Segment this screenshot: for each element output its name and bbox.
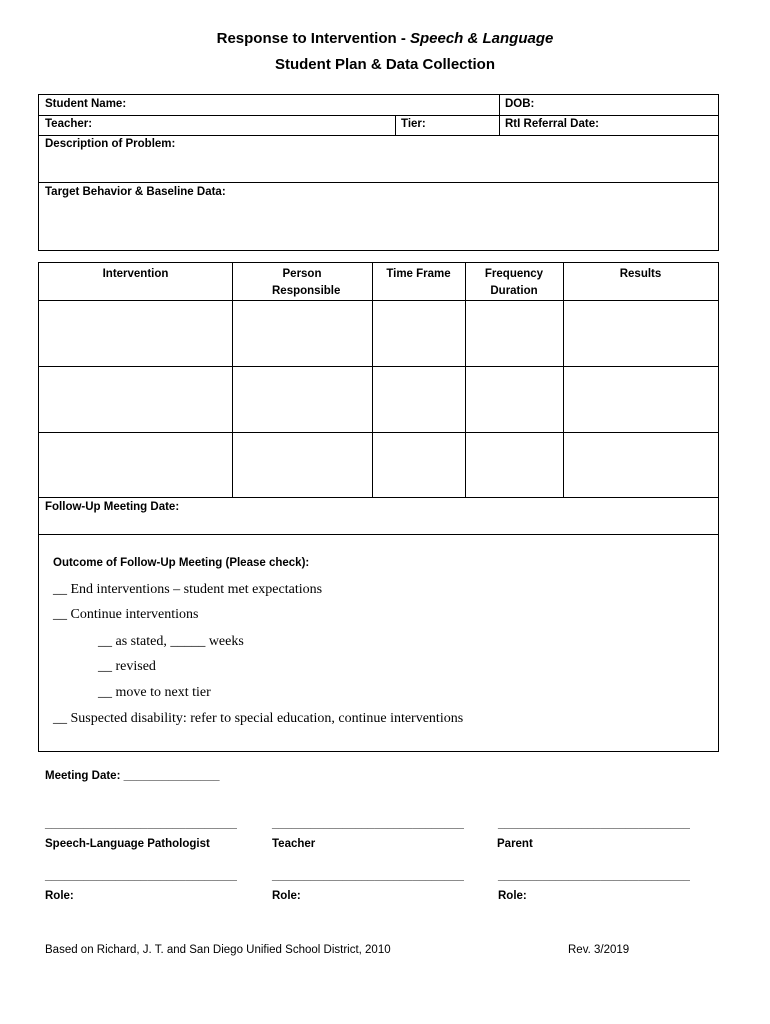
role-label-2: Role:	[272, 890, 301, 902]
option-revised[interactable]: __ revised	[98, 659, 156, 674]
option-end-interventions[interactable]: __ End interventions – student met expectations	[53, 582, 323, 597]
divider	[39, 534, 718, 535]
footer-citation: Based on Richard, J. T. and San Diego Unified School District, 2010	[45, 944, 391, 956]
option-as-stated[interactable]: __ as stated, _____ weeks	[98, 634, 244, 649]
dob-field[interactable]: DOB:	[505, 98, 535, 110]
page-subtitle: Student Plan & Data Collection	[274, 56, 496, 73]
divider	[39, 497, 718, 498]
signature-label-slp: Speech-Language Pathologist	[45, 838, 210, 850]
divider	[39, 115, 718, 116]
column-header-results: Results	[619, 268, 662, 280]
title-italic-text: Speech & Language	[409, 30, 554, 47]
footer-revision: Rev. 3/2019	[568, 944, 630, 956]
role-label-1: Role:	[45, 890, 74, 902]
divider	[499, 95, 500, 135]
role-label-3: Role:	[498, 890, 527, 902]
student-info-section	[38, 94, 719, 251]
table-row[interactable]	[39, 367, 718, 432]
signature-line-role-3[interactable]: ______________________________	[498, 870, 690, 882]
option-suspected-disability[interactable]: __ Suspected disability: refer to special education, continue interventions	[53, 711, 464, 726]
student-name-field[interactable]: Student Name:	[45, 98, 127, 110]
intervention-table	[38, 262, 719, 752]
column-header-intervention: Intervention	[102, 268, 169, 280]
tier-field[interactable]: Tier:	[401, 118, 426, 130]
title-text: Response to Intervention -	[216, 30, 410, 47]
option-move-to-next-tier[interactable]: __ move to next tier	[98, 685, 211, 700]
outcome-heading: Outcome of Follow-Up Meeting (Please check):	[53, 557, 310, 569]
signature-line-parent[interactable]: ______________________________	[498, 818, 690, 830]
target-behavior-field[interactable]: Target Behavior & Baseline Data:	[45, 186, 226, 198]
divider	[39, 182, 718, 183]
rti-referral-date-field[interactable]: RtI Referral Date:	[505, 118, 599, 130]
signature-label-parent: Parent	[497, 838, 533, 850]
page-title	[0, 30, 770, 47]
table-row[interactable]	[39, 301, 718, 366]
signature-label-teacher: Teacher	[272, 838, 316, 850]
signature-line-role-1[interactable]: ______________________________	[45, 870, 237, 882]
signature-line-teacher[interactable]: ______________________________	[272, 818, 464, 830]
teacher-field[interactable]: Teacher:	[45, 118, 93, 130]
divider	[39, 135, 718, 136]
divider	[395, 115, 396, 135]
follow-up-meeting-date-field[interactable]: Follow-Up Meeting Date:	[45, 501, 180, 513]
signature-line-slp[interactable]: ______________________________	[45, 818, 237, 830]
column-header-frequency-duration: Frequency Duration	[484, 268, 544, 297]
description-of-problem-field[interactable]: Description of Problem:	[45, 138, 176, 150]
option-continue-interventions[interactable]: __ Continue interventions	[53, 607, 199, 622]
column-header-person-responsible: Person Responsible	[272, 268, 341, 297]
signature-line-role-2[interactable]: ______________________________	[272, 870, 464, 882]
column-header-time-frame: Time Frame	[386, 268, 451, 280]
table-row[interactable]	[39, 433, 718, 497]
meeting-date-field[interactable]: Meeting Date: _______________	[45, 770, 220, 782]
